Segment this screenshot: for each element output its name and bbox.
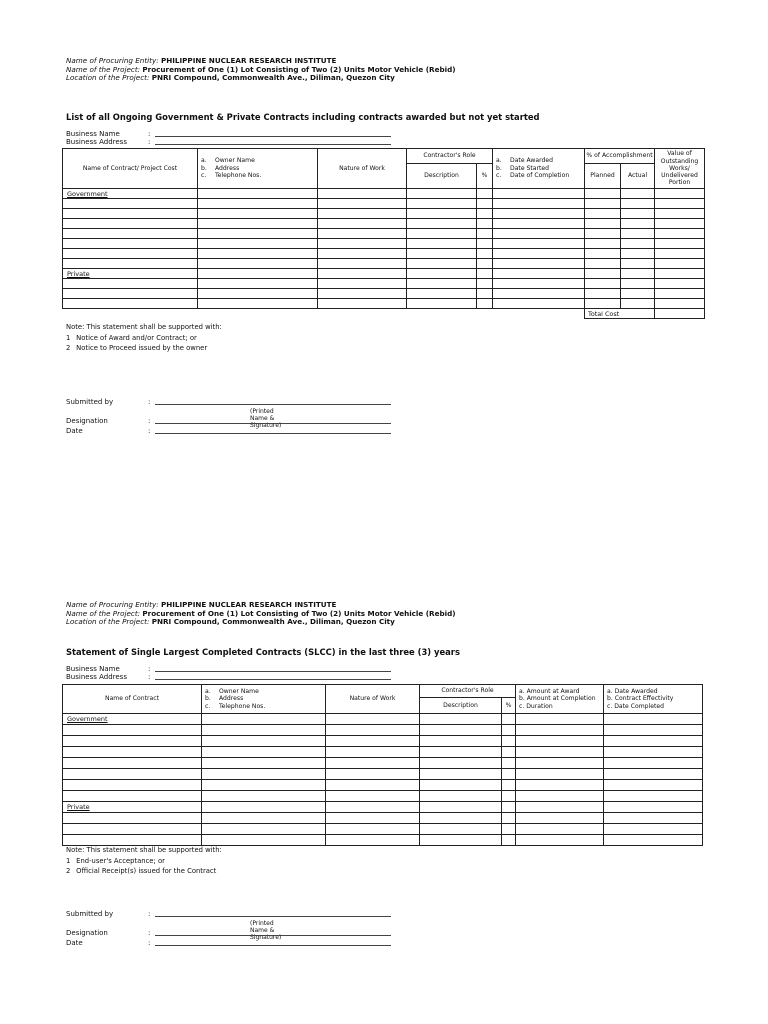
location-label: Location of the Project:	[66, 617, 150, 627]
business-address-field[interactable]	[155, 144, 391, 145]
private-section-label: Private	[63, 802, 202, 813]
col-percent-header: %	[477, 164, 493, 189]
col-dates-header: a. Date Awarded b. Date Started c. Date of Completion	[493, 149, 585, 189]
entity-value: PHILIPPINE NUCLEAR RESEARCH INSTITUTE	[160, 600, 337, 609]
submitted-by-field[interactable]	[155, 916, 391, 917]
table-row	[63, 802, 703, 813]
col-role-header: Contractor's Role	[420, 685, 516, 698]
form1-note-item: Notice of Award and/or Contract; or	[76, 333, 197, 342]
business-block-1: Business Name : Business Address :	[66, 130, 127, 147]
total-cost-value[interactable]	[655, 309, 705, 319]
form2-note: Note: This statement shall be supported with: 1 End-user's Acceptance; or 2 Official Receipt(s) issued for the Contract	[66, 846, 222, 875]
col-planned-header: Planned	[585, 164, 621, 189]
col-dates-header: a. Date Awarded b. Contract Effectivity c. Date Completed	[604, 685, 703, 714]
table-row[interactable]	[63, 299, 705, 309]
project-label: Name of the Project:	[66, 64, 141, 74]
table-row[interactable]	[63, 725, 703, 736]
col-description-header: Description	[407, 164, 477, 189]
date-field[interactable]	[155, 433, 391, 434]
location-label: Location of the Project:	[66, 73, 150, 83]
header-block-1	[66, 57, 456, 83]
form1-title: List of all Ongoing Government & Private Contracts including contracts awarded but not yet started	[66, 112, 540, 122]
submitted-by-label: Submitted by	[66, 398, 114, 406]
col-nature-header: Nature of Work	[318, 149, 407, 189]
entity-label: Name of Procuring Entity:	[66, 600, 159, 609]
table-row[interactable]	[63, 769, 703, 780]
col-nature-header: Nature of Work	[326, 685, 420, 714]
location-value: PNRI Compound, Commonwealth Ave., Diliman, Quezon City	[151, 73, 395, 83]
table-row[interactable]	[63, 209, 705, 219]
table-row	[63, 189, 705, 199]
signature-block-2: Submitted by : (Printed Name & Signature) Designation : Date :	[66, 910, 113, 948]
submitted-by-label: Submitted by	[66, 910, 114, 918]
total-cost-label: Total Cost	[585, 309, 655, 319]
header-block-2	[66, 601, 456, 627]
business-name-field[interactable]	[155, 671, 391, 672]
signature-caption: (Printed Name & Signature)	[250, 919, 282, 941]
form1-note: Note: This statement shall be supported with: 1 Notice of Award and/or Contract; or 2 Notice to Proceed issued by the owner	[66, 323, 222, 352]
form2-title: Statement of Single Largest Completed Contracts (SLCC) in the last three (3) years	[66, 647, 460, 657]
designation-label: Designation	[66, 417, 108, 425]
designation-field[interactable]	[155, 935, 391, 936]
form1-note-title: Note: This statement shall be supported with:	[66, 323, 222, 331]
total-cost-row	[63, 309, 705, 319]
ongoing-contracts-table	[62, 148, 705, 319]
government-section-label: Government	[63, 189, 198, 199]
business-name-label: Business Name	[66, 665, 120, 673]
project-value: Procurement of One (1) Lot Consisting of Two (2) Units Motor Vehicle (Rebid)	[142, 608, 456, 618]
form1-note-item: Notice to Proceed issued by the owner	[76, 344, 208, 352]
table-row[interactable]	[63, 780, 703, 791]
table-row	[63, 269, 705, 279]
table-row[interactable]	[63, 791, 703, 802]
business-block-2: Business Name : Business Address :	[66, 665, 127, 682]
table-row[interactable]	[63, 813, 703, 824]
business-name-field[interactable]	[155, 136, 391, 137]
date-label: Date	[66, 426, 83, 435]
date-field[interactable]	[155, 945, 391, 946]
table-row[interactable]	[63, 239, 705, 249]
table-row[interactable]	[63, 219, 705, 229]
col-percent-header: %	[502, 698, 516, 714]
private-section-label: Private	[63, 269, 198, 279]
col-actual-header: Actual	[621, 164, 655, 189]
table-row[interactable]	[63, 736, 703, 747]
col-contract-header: Name of Contract/ Project Cost	[63, 149, 198, 189]
designation-field[interactable]	[155, 423, 391, 424]
entity-value: PHILIPPINE NUCLEAR RESEARCH INSTITUTE	[160, 56, 337, 65]
project-value: Procurement of One (1) Lot Consisting of Two (2) Units Motor Vehicle (Rebid)	[142, 64, 456, 74]
designation-label: Designation	[66, 929, 108, 937]
table-row	[63, 714, 703, 725]
col-amount-header: a. Amount at Award b. Amount at Completion c. Duration	[516, 685, 604, 714]
form2-note-item: End-user's Acceptance; or	[76, 856, 165, 865]
col-role-header: Contractor's Role	[407, 149, 493, 164]
submitted-by-field[interactable]	[155, 404, 391, 405]
table-row[interactable]	[63, 249, 705, 259]
col-owner-header: a. Owner Name b. Address c. Telephone Nos.	[202, 685, 326, 714]
table-row[interactable]	[63, 279, 705, 289]
table-row[interactable]	[63, 259, 705, 269]
table-row[interactable]	[63, 824, 703, 835]
business-address-label: Business Address	[66, 673, 127, 682]
col-contract-header: Name of Contract	[63, 685, 202, 714]
date-label: Date	[66, 938, 83, 947]
form2-note-title: Note: This statement shall be supported with:	[66, 846, 222, 854]
table-row[interactable]	[63, 747, 703, 758]
table-row[interactable]	[63, 758, 703, 769]
col-owner-header: a. Owner Name b. Address c. Telephone Nos.	[198, 149, 318, 189]
form2-note-item: Official Receipt(s) issued for the Contract	[76, 867, 217, 875]
business-address-label: Business Address	[66, 138, 127, 147]
signature-block-1: Submitted by : (Printed Name & Signature) Designation : Date :	[66, 398, 113, 436]
col-value-header: Value of Outstanding Works/ Undelivered Portion	[655, 149, 705, 189]
business-address-field[interactable]	[155, 679, 391, 680]
table-row[interactable]	[63, 835, 703, 846]
table-row[interactable]	[63, 199, 705, 209]
table-row[interactable]	[63, 229, 705, 239]
slcc-table	[62, 684, 703, 846]
project-label: Name of the Project:	[66, 608, 141, 618]
table-row[interactable]	[63, 289, 705, 299]
col-accomplishment-header: % of Accomplishment	[585, 149, 655, 164]
entity-label: Name of Procuring Entity:	[66, 56, 159, 65]
signature-caption: (Printed Name & Signature)	[250, 407, 282, 429]
location-value: PNRI Compound, Commonwealth Ave., Diliman, Quezon City	[151, 617, 395, 627]
business-name-label: Business Name	[66, 130, 120, 138]
government-section-label: Government	[63, 714, 202, 725]
col-description-header: Description	[420, 698, 502, 714]
